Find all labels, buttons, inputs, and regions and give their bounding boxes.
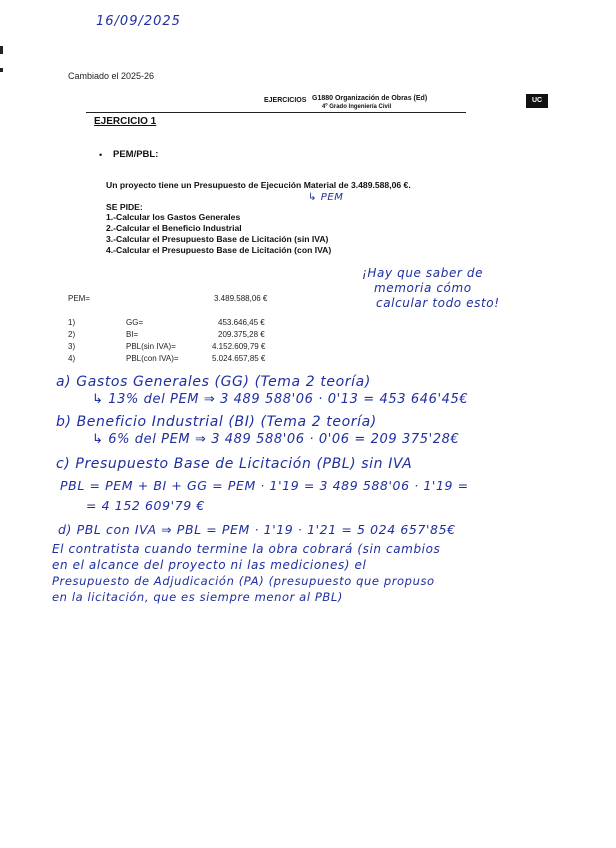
summary-pem-label: PEM= bbox=[68, 294, 91, 303]
summary-row-4-value: 5.024.657,85 € bbox=[212, 354, 266, 363]
exercise-title: EJERCICIO 1 bbox=[94, 116, 157, 127]
summary-row-2-num: 2) bbox=[68, 330, 76, 339]
summary-row-3-label: PBL(sin IVA)= bbox=[126, 342, 176, 351]
solution-line-7: = 4 152 609'79 € bbox=[86, 498, 205, 513]
summary-pem-value: 3.489.588,06 € bbox=[214, 294, 268, 303]
summary-row-3-value: 4.152.609,79 € bbox=[212, 342, 266, 351]
task-4: 4.-Calcular el Presupuesto Base de Licitación (con IVA) bbox=[106, 245, 332, 255]
header-course: EJERCICIOS bbox=[264, 97, 307, 104]
changed-note: Cambiado el 2025-26 bbox=[68, 71, 155, 81]
header-divider bbox=[86, 112, 466, 113]
summary-row-1-label: GG= bbox=[126, 318, 144, 327]
side-note-line-1: ¡Hay que saber de bbox=[362, 266, 484, 280]
se-pide: SE PIDE: bbox=[106, 202, 143, 212]
summary-row-4-num: 4) bbox=[68, 354, 76, 363]
summary-row-2-label: BI= bbox=[126, 330, 139, 339]
side-note-line-2: memoria cómo bbox=[374, 281, 472, 295]
summary-row-4-label: PBL(con IVA)= bbox=[126, 354, 179, 363]
solution-line-1: a) Gastos Generales (GG) (Tema 2 teoría) bbox=[56, 374, 371, 390]
summary-row-1-value: 453.646,45 € bbox=[218, 318, 265, 327]
side-note-line-3: calcular todo esto! bbox=[376, 296, 500, 310]
solution-line-6: PBL = PEM + BI + GG = PEM · 1'19 = 3 489 588'06 · 1'19 = bbox=[60, 478, 469, 493]
scan-edge-mark bbox=[0, 46, 3, 54]
university-logo: UC bbox=[526, 94, 548, 108]
solution-line-4: ↳ 6% del PEM ⇒ 3 489 588'06 · 0'06 = 209 375'28€ bbox=[92, 432, 460, 447]
handwritten-date: 16/09/2025 bbox=[96, 14, 181, 29]
summary-row-2-value: 209.375,28 € bbox=[218, 330, 265, 339]
summary-row-1-num: 1) bbox=[68, 318, 76, 327]
bullet-dot: • bbox=[99, 150, 103, 160]
header-subject: G1880 Organización de Obras (Ed) bbox=[312, 95, 428, 102]
exercise-statement: Un proyecto tiene un Presupuesto de Ejecución Material de 3.489.588,06 €. bbox=[106, 180, 411, 190]
solution-line-8: d) PBL con IVA ⇒ PBL = PEM · 1'19 · 1'21 = 5 024 657'85€ bbox=[58, 522, 456, 537]
solution-line-12: en la licitación, que es siempre menor al PBL) bbox=[52, 590, 343, 604]
task-2: 2.-Calcular el Beneficio Industrial bbox=[106, 223, 242, 233]
solution-line-10: en el alcance del proyecto ni las mediciones) el bbox=[52, 558, 367, 572]
solution-line-2: ↳ 13% del PEM ⇒ 3 489 588'06 · 0'13 = 453 646'45€ bbox=[92, 392, 469, 407]
pem-annotation: ↳ PEM bbox=[308, 192, 344, 203]
header-degree: 4º Grado Ingeniería Civil bbox=[322, 104, 392, 110]
task-1: 1.-Calcular los Gastos Generales bbox=[106, 212, 241, 222]
exercise-bullet: PEM/PBL: bbox=[113, 149, 159, 160]
exercise-printout bbox=[86, 90, 543, 270]
solution-line-11: Presupuesto de Adjudicación (PA) (presupuesto que propuso bbox=[52, 574, 435, 588]
solution-line-3: b) Beneficio Industrial (BI) (Tema 2 teoría) bbox=[56, 414, 377, 430]
scan-edge-mark bbox=[0, 68, 3, 72]
solution-line-5: c) Presupuesto Base de Licitación (PBL) sin IVA bbox=[56, 456, 413, 472]
solution-line-9: El contratista cuando termine la obra cobrará (sin cambios bbox=[52, 542, 441, 556]
task-3: 3.-Calcular el Presupuesto Base de Licitación (sin IVA) bbox=[106, 234, 329, 244]
summary-row-3-num: 3) bbox=[68, 342, 76, 351]
